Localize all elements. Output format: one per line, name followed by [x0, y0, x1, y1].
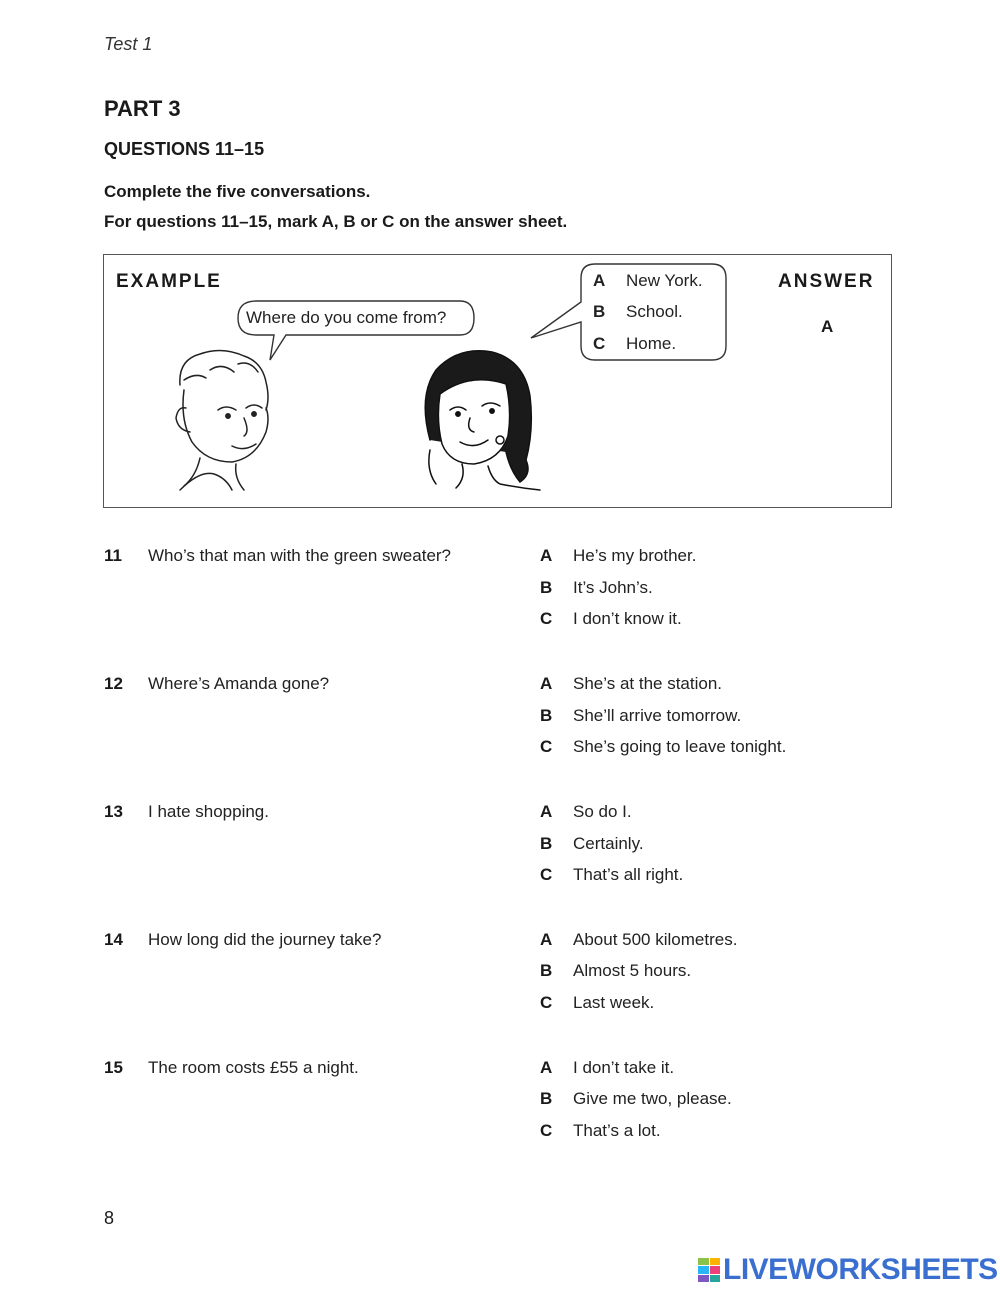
option-letter[interactable]: C	[540, 865, 553, 884]
option-text[interactable]: I don’t know it.	[573, 609, 682, 628]
page-number: 8	[104, 1208, 115, 1228]
liveworksheets-logo[interactable]	[698, 1253, 998, 1287]
question-text: I hate shopping.	[148, 802, 269, 821]
option-text[interactable]: She’s at the station.	[573, 674, 723, 693]
option-text[interactable]: That’s all right.	[573, 865, 684, 884]
option-text[interactable]: It’s John’s.	[573, 578, 653, 597]
option-letter: B	[593, 302, 606, 321]
option-letter[interactable]: C	[540, 737, 553, 756]
option-letter[interactable]: B	[540, 1089, 553, 1108]
question-text: Where’s Amanda gone?	[148, 674, 330, 693]
option-text[interactable]: About 500 kilometres.	[573, 930, 738, 949]
option-letter[interactable]: A	[540, 674, 553, 693]
option-letter[interactable]: B	[540, 834, 553, 853]
option-text[interactable]: Last week.	[573, 993, 655, 1012]
option-text[interactable]: So do I.	[573, 802, 632, 821]
option-text[interactable]: She’ll arrive tomorrow.	[573, 706, 742, 725]
boy-illustration	[176, 350, 268, 490]
option-letter[interactable]: B	[540, 578, 553, 597]
answer-label: ANSWER	[778, 271, 875, 292]
question-number: 14	[104, 930, 123, 949]
example-illustration	[0, 0, 1000, 520]
question-number: 15	[104, 1058, 123, 1077]
option-text[interactable]: He’s my brother.	[573, 546, 697, 565]
option-letter[interactable]: B	[540, 706, 553, 725]
option-text[interactable]: Certainly.	[573, 834, 644, 853]
example-answer: A	[821, 317, 834, 336]
instruction-2: For questions 11–15, mark A, B or C on the answer sheet.	[104, 212, 568, 231]
option-letter[interactable]: C	[540, 993, 553, 1012]
instruction-1: Complete the five conversations.	[104, 182, 371, 201]
question-text: How long did the journey take?	[148, 930, 382, 949]
running-head: Test 1	[104, 34, 153, 54]
option-letter[interactable]: C	[540, 609, 553, 628]
option-text: New York.	[626, 271, 703, 290]
option-letter[interactable]: C	[540, 1121, 553, 1140]
option-letter[interactable]: A	[540, 546, 553, 565]
question-number: 13	[104, 802, 123, 821]
option-letter[interactable]: A	[540, 802, 553, 821]
example-label: EXAMPLE	[116, 271, 222, 292]
question-number: 12	[104, 674, 123, 693]
question-number: 11	[104, 546, 122, 565]
question-text: The room costs £55 a night.	[148, 1058, 359, 1077]
option-text[interactable]: That’s a lot.	[573, 1121, 661, 1140]
option-letter[interactable]: A	[540, 930, 553, 949]
option-text[interactable]: I don’t take it.	[573, 1058, 675, 1077]
option-letter[interactable]: B	[540, 961, 553, 980]
option-text[interactable]: She’s going to leave tonight.	[573, 737, 787, 756]
option-letter[interactable]: A	[540, 1058, 553, 1077]
girl-illustration	[425, 351, 540, 490]
option-text[interactable]: Give me two, please.	[573, 1089, 732, 1108]
question-text: Who’s that man with the green sweater?	[148, 546, 452, 565]
questions-range: QUESTIONS 11–15	[104, 139, 265, 159]
option-letter: A	[593, 271, 606, 290]
part-title: PART 3	[104, 96, 181, 121]
option-text: School.	[626, 302, 683, 321]
option-text: Home.	[626, 334, 677, 353]
option-text[interactable]: Almost 5 hours.	[573, 961, 692, 980]
example-speech: Where do you come from?	[246, 308, 447, 327]
liveworksheets-logo-icon	[698, 1258, 720, 1282]
logo-text: LIVEWORKSHEETS	[723, 1253, 998, 1286]
option-letter: C	[593, 334, 606, 353]
